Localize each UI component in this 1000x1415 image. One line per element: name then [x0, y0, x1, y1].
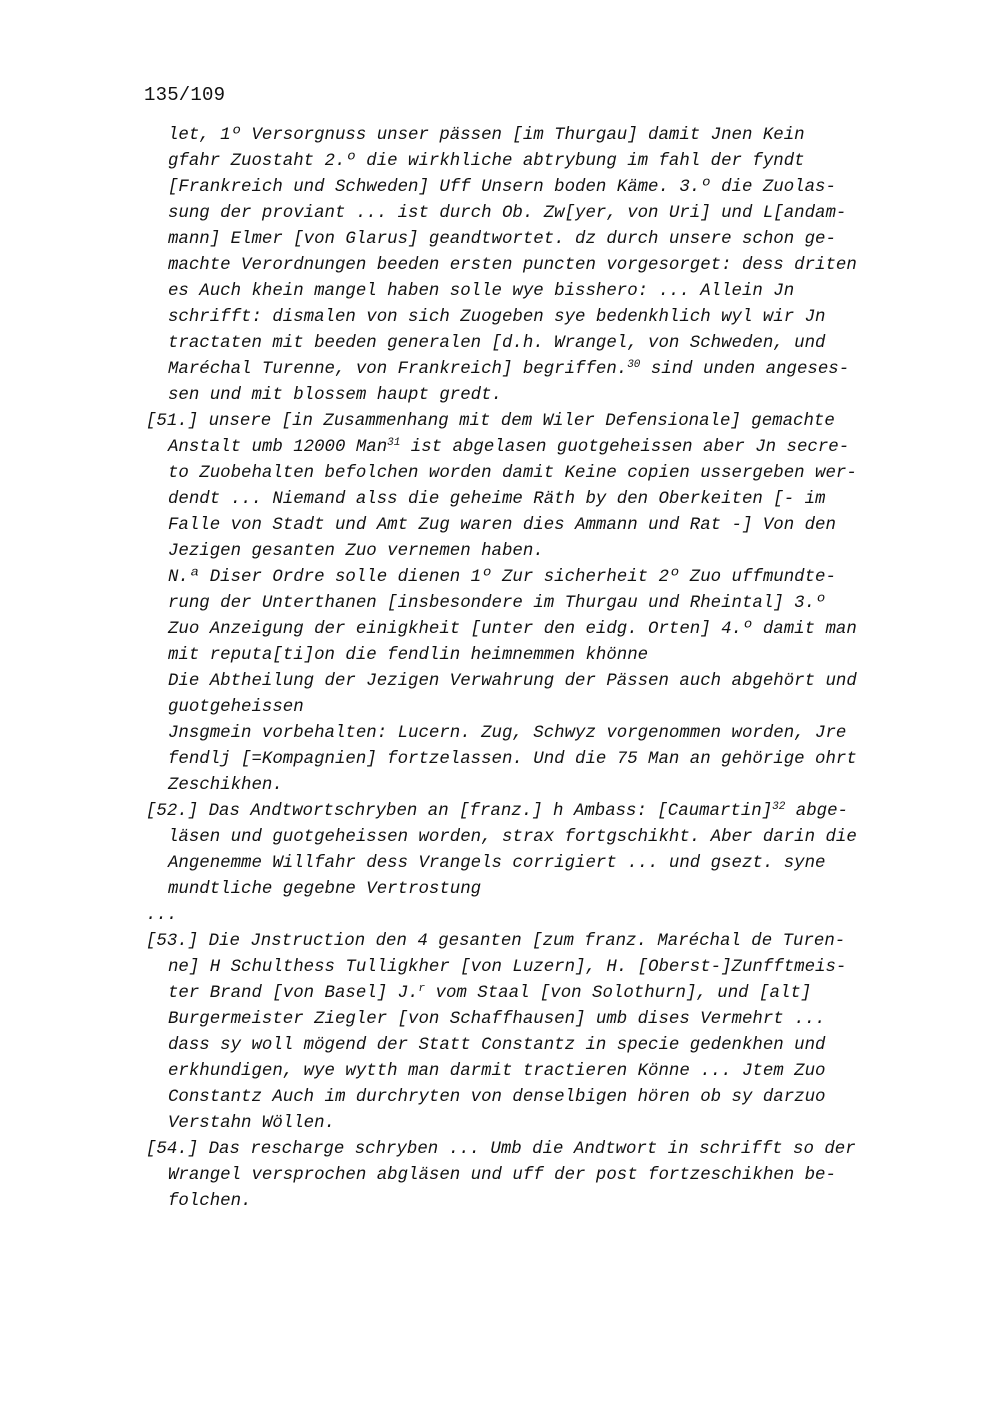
text-run: N.ª Diser Ordre solle dienen 1º Zur sicherheit 2º Zuo uffmundte-	[168, 568, 836, 587]
text-line	[146, 331, 916, 357]
text-run: gfahr Zuostaht 2.º die wirkhliche abtrybung im fahl der fyndt	[168, 152, 805, 171]
text-line	[146, 1007, 916, 1033]
document-text	[146, 123, 916, 1215]
text-run: dendt ... Niemand alss die geheime Räth by den Oberkeiten [- im	[168, 490, 826, 509]
text-run: mundtliche gegebne Vertrostung	[168, 880, 482, 899]
text-line	[146, 383, 916, 409]
text-run: ne] H Schulthess Tulligkher [von Luzern], H. [Oberst-]Zunfftmeis-	[168, 958, 847, 977]
text-run: rung der Unterthanen [insbesondere im Thurgau und Rheintal] 3.º	[168, 594, 826, 613]
text-run: Constantz Auch im durchryten von denselbigen hören ob sy darzuo	[168, 1088, 826, 1107]
text-line	[146, 409, 916, 435]
text-run: schrifft: dismalen von sich Zuogeben sye bedenkhlich wyl wir Jn	[168, 308, 826, 327]
text-line	[146, 825, 916, 851]
text-line	[146, 357, 916, 383]
text-line	[146, 851, 916, 877]
text-line	[146, 487, 916, 513]
text-run: tractaten mit beeden generalen [d.h. Wrangel, von Schweden, und	[168, 334, 826, 353]
text-line	[146, 461, 916, 487]
footnote-ref: 31	[387, 437, 401, 449]
text-run: [54.] Das rescharge schryben ... Umb die Andtwort in schrifft so der	[146, 1140, 856, 1159]
text-run: Burgermeister Ziegler [von Schaffhausen] umb dises Vermehrt ...	[168, 1010, 826, 1029]
text-line	[146, 123, 916, 149]
text-line	[146, 227, 916, 253]
text-line	[146, 929, 916, 955]
text-line	[146, 617, 916, 643]
text-run: Die Abtheilung der Jezigen Verwahrung der Pässen auch abgehört und	[168, 672, 857, 691]
text-line	[146, 253, 916, 279]
text-line	[146, 903, 916, 929]
text-line	[146, 695, 916, 721]
footnote-ref: 30	[627, 359, 641, 371]
text-run: ist abgelasen guotgeheissen aber Jn secre-	[400, 438, 850, 457]
text-line	[146, 513, 916, 539]
text-line	[146, 279, 916, 305]
footnote-ref: 32	[772, 801, 786, 813]
text-line	[146, 1085, 916, 1111]
text-line	[146, 1111, 916, 1137]
text-line	[146, 201, 916, 227]
text-line	[146, 1033, 916, 1059]
text-line	[146, 435, 916, 461]
text-run: let, 1º Versorgnuss unser pässen [im Thurgau] damit Jnen Kein	[168, 126, 805, 145]
text-run: abge-	[785, 802, 848, 821]
text-line	[146, 1059, 916, 1085]
text-run: fendlj [=Kompagnien] fortzelassen. Und die 75 Man an gehörige ohrt	[168, 750, 857, 769]
text-line	[146, 773, 916, 799]
text-run: Anstalt umb 12000 Man	[168, 438, 388, 457]
text-run: Jnsgmein vorbehalten: Lucern. Zug, Schwyz vorgenommen worden, Jre	[168, 724, 847, 743]
text-run: ...	[146, 906, 178, 925]
text-run: sen und mit blossem haupt gredt.	[168, 386, 502, 405]
text-run: Angenemme Willfahr dess Vrangels corrigiert ... und gsezt. syne	[168, 854, 826, 873]
text-run: Maréchal Turenne, von Frankreich] begriffen.	[168, 360, 628, 379]
text-line	[146, 1189, 916, 1215]
text-run: ter Brand [von Basel] J.	[168, 984, 419, 1003]
text-run: Falle von Stadt und Amt Zug waren dies Ammann und Rat -] Von den	[168, 516, 836, 535]
text-run: Wrangel versprochen abgläsen und uff der post fortzeschikhen be-	[168, 1166, 836, 1185]
page-number: 135/109	[144, 84, 226, 106]
text-run: es Auch khein mangel haben solle wye bisshero: ... Allein Jn	[168, 282, 795, 301]
text-run: [51.] unsere [in Zusammenhang mit dem Wiler Defensionale] gemachte	[146, 412, 835, 431]
text-run: Verstahn Wöllen.	[168, 1114, 335, 1133]
text-line	[146, 591, 916, 617]
text-run: [52.] Das Andtwortschryben an [franz.] h Ambass: [Caumartin]	[146, 802, 773, 821]
text-run: mann] Elmer [von Glarus] geandtwortet. dz durch unsere schon ge-	[168, 230, 836, 249]
text-run: Zuo Anzeigung der einigkheit [unter den eidg. Orten] 4.º damit man	[168, 620, 857, 639]
text-run: Jezigen gesanten Zuo vernemen haben.	[168, 542, 544, 561]
text-run: sung der proviant ... ist durch Ob. Zw[yer, von Uri] und L[andam-	[168, 204, 847, 223]
footnote-ref: r	[418, 983, 426, 995]
text-run: erkhundigen, wye wytth man darmit tractieren Könne ... Jtem Zuo	[168, 1062, 826, 1081]
text-line	[146, 539, 916, 565]
text-line	[146, 799, 916, 825]
text-line	[146, 669, 916, 695]
text-run: machte Verordnungen beeden ersten puncten vorgesorget: dess driten	[168, 256, 857, 275]
text-run: mit reputa[ti]on die fendlin heimnemmen khönne	[168, 646, 649, 665]
text-run: folchen.	[168, 1192, 252, 1211]
text-line	[146, 955, 916, 981]
text-run: guotgeheissen	[168, 698, 304, 717]
text-line	[146, 175, 916, 201]
text-run: to Zuobehalten befolchen worden damit Keine copien ussergeben wer-	[168, 464, 857, 483]
text-run: sind unden angeses-	[640, 360, 850, 379]
text-line	[146, 565, 916, 591]
text-run: vom Staal [von Solothurn], und [alt]	[425, 984, 812, 1003]
text-line	[146, 877, 916, 903]
text-run: dass sy woll mögend der Statt Constantz in specie gedenkhen und	[168, 1036, 826, 1055]
text-run: [53.] Die Jnstruction den 4 gesanten [zum franz. Maréchal de Turen-	[146, 932, 846, 951]
text-line	[146, 305, 916, 331]
text-line	[146, 721, 916, 747]
text-run: Zeschikhen.	[168, 776, 283, 795]
text-line	[146, 1137, 916, 1163]
text-run: läsen und guotgeheissen worden, strax fortgschikht. Aber darin die	[168, 828, 857, 847]
text-line	[146, 643, 916, 669]
text-line	[146, 981, 916, 1007]
text-run: [Frankreich und Schweden] Uff Unsern boden Käme. 3.º die Zuolas-	[168, 178, 836, 197]
text-line	[146, 1163, 916, 1189]
text-line	[146, 747, 916, 773]
text-line	[146, 149, 916, 175]
